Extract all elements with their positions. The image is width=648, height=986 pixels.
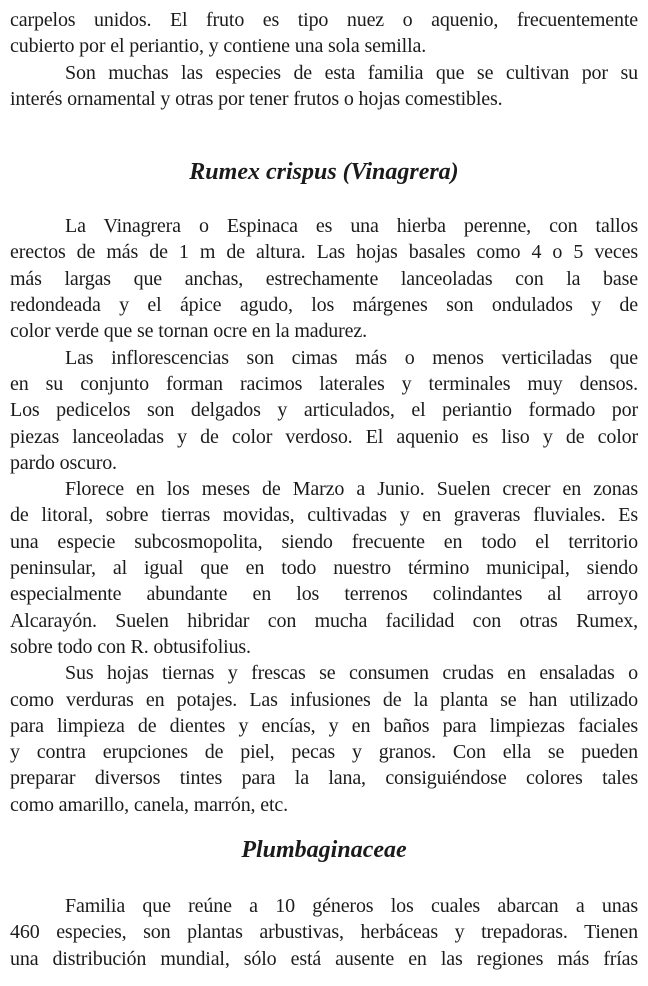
text-line: Familia que reúne a 10 géneros los cuales abarcan a unas xyxy=(65,895,638,918)
text-line: carpelos unidos. El fruto es tipo nuez o aquenio, frecuentemente xyxy=(10,9,638,31)
text-line: 460 especies, son plantas arbustivas, herbáceas y trepadoras. Tienen xyxy=(10,921,638,944)
text-line: Florece en los meses de Marzo a Junio. Suelen crecer en zonas xyxy=(65,478,638,501)
text-line: redondeada y el ápice agudo, los márgenes son ondulados y de xyxy=(10,294,638,317)
text-line: Las inflorescencias son cimas más o menos verticiladas que xyxy=(65,346,638,369)
text-line: piezas lanceoladas y de color verdoso. El aquenio es liso y de color xyxy=(10,425,638,448)
text-line: más largas que anchas, estrechamente lanceoladas con la base xyxy=(10,267,638,290)
text-line: para limpieza de dientes y encías, y en baños para limpiezas faciales xyxy=(10,714,638,737)
paragraph-cultivated-species xyxy=(10,60,638,113)
text-line: y contra erupciones de piel, pecas y granos. Con ella se pueden xyxy=(10,741,638,764)
text-line: de litoral, sobre tierras movidas, cultivadas y en graveras fluviales. Es xyxy=(10,504,638,527)
text-line: La Vinagrera o Espinaca es una hierba perenne, con tallos xyxy=(65,215,638,238)
paragraph-fruit-continuation xyxy=(10,7,638,60)
paragraph-uses xyxy=(10,660,638,818)
paragraph-flowering-habitat xyxy=(10,476,638,660)
text-line: Los pedicelos son delgados y articulados, el periantio formado por xyxy=(10,399,638,422)
section-heading-rumex-crispus: Rumex crispus (Vinagrera) xyxy=(189,159,459,186)
text-line: Alcarayón. Suelen hibridar con mucha facilidad con otras Rumex, xyxy=(10,609,638,632)
text-line: como amarillo, canela, marrón, etc. xyxy=(10,793,288,816)
paragraph-description xyxy=(10,213,638,344)
text-line: Sus hojas tiernas y frescas se consumen crudas en ensaladas o xyxy=(65,662,638,685)
text-line: sobre todo con R. obtusifolius. xyxy=(10,635,251,658)
text-line: una distribución mundial, sólo está ausente en las regiones más frías xyxy=(10,947,638,970)
text-line: en su conjunto forman racimos laterales y terminales muy densos. xyxy=(10,372,638,395)
text-line: erectos de más de 1 m de altura. Las hojas basales como 4 o 5 veces xyxy=(10,241,638,264)
text-line: preparar diversos tintes para la lana, consiguiéndose colores tales xyxy=(10,767,638,790)
paragraph-inflorescences xyxy=(10,345,638,476)
section-heading-plumbaginaceae: Plumbaginaceae xyxy=(241,837,407,864)
text-line: cubierto por el periantio, y contiene una sola semilla. xyxy=(10,35,427,58)
text-line: una especie subcosmopolita, siendo frecuente en todo el territorio xyxy=(10,530,638,553)
text-line: peninsular, al igual que en todo nuestro término municipal, siendo xyxy=(10,557,638,580)
text-line: Son muchas las especies de esta familia que se cultivan por su xyxy=(65,61,638,84)
text-line: pardo oscuro. xyxy=(10,451,117,474)
text-line: color verde que se tornan ocre en la madurez. xyxy=(10,320,367,343)
text-line: interés ornamental y otras por tener frutos o hojas comestibles. xyxy=(10,87,503,110)
text-line: especialmente abundante en los terrenos colindantes al arroyo xyxy=(10,583,638,606)
text-line: como verduras en potajes. Las infusiones de la planta se han utilizado xyxy=(10,688,638,711)
paragraph-family-overview xyxy=(10,893,638,972)
